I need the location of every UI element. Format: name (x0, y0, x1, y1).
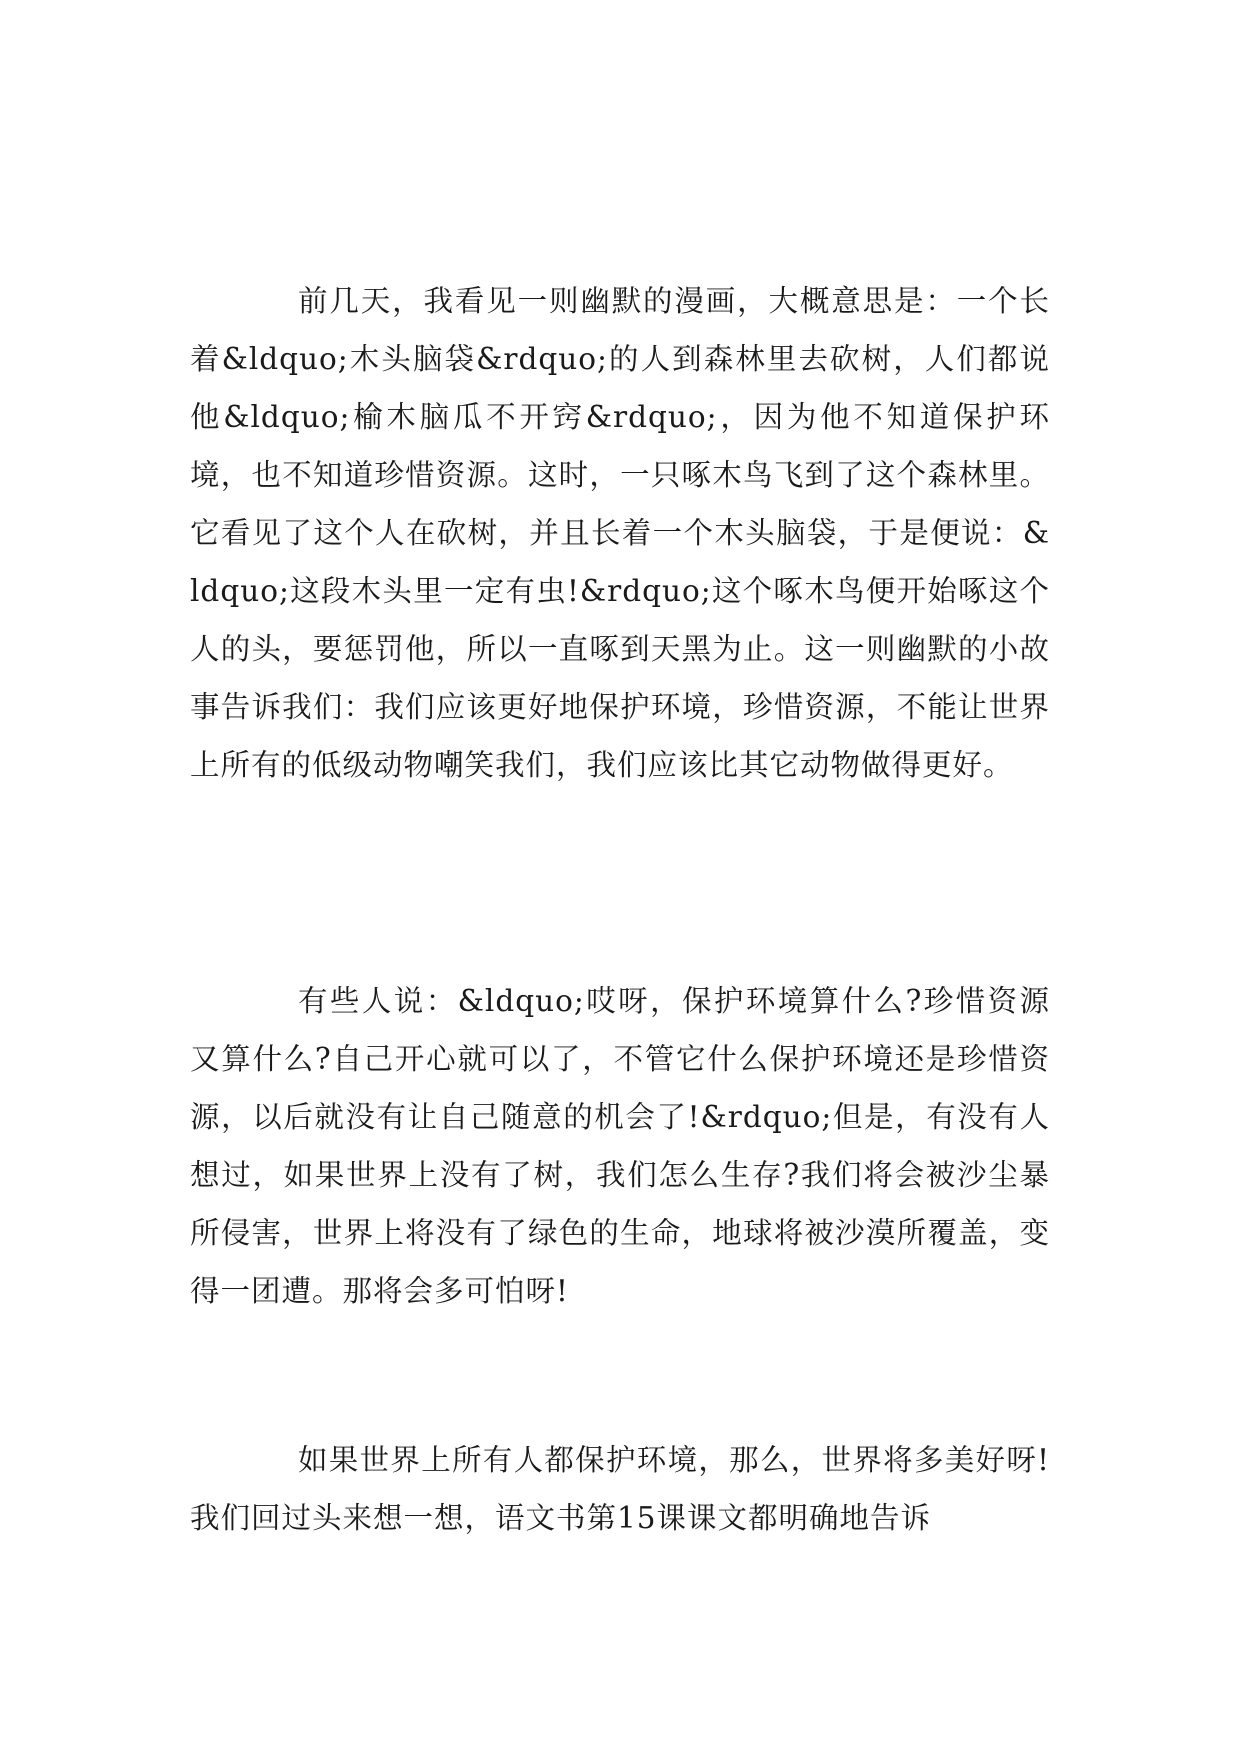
paragraph-some-people-say: 有些人说：&ldquo;哎呀，保护环境算什么?珍惜资源又算什么?自己开心就可以了，不管它什么保护环境还是珍惜资源，以后就没有让自己随意的机会了!&rdquo;但是，有没有人想过，如果世界上没有了树，我们怎么生存?我们将会被沙尘暴所侵害，世界上将没有了绿色的生命，地球将被沙漠所覆盖，变得一团遭。那将会多可怕呀! (190, 984, 1050, 1308)
paragraph-if-everyone-protects: 如果世界上所有人都保护环境，那么，世界将多美好呀!我们回过头来想一想，语文书第15课课文都明确地告诉 (190, 1443, 1050, 1535)
paragraph-woodpecker-comic: 前几天，我看见一则幽默的漫画，大概意思是：一个长着&ldquo;木头脑袋&rdquo;的人到森林里去砍树，人们都说他&ldquo;榆木脑瓜不开窍&rdquo;，因为他不知道保护环境，也不知道珍惜资源。这时，一只啄木鸟飞到了这个森林里。它看见了这个人在砍树，并且长着一个木头脑袋，于是便说：&ldquo;这段木头里一定有虫!&rdquo;这个啄木鸟便开始啄这个人的头，要惩罚他，所以一直啄到天黑为止。这一则幽默的小故事告诉我们：我们应该更好地保护环境，珍惜资源，不能让世界上所有的低级动物嘲笑我们，我们应该比其它动物做得更好。 (190, 284, 1050, 782)
